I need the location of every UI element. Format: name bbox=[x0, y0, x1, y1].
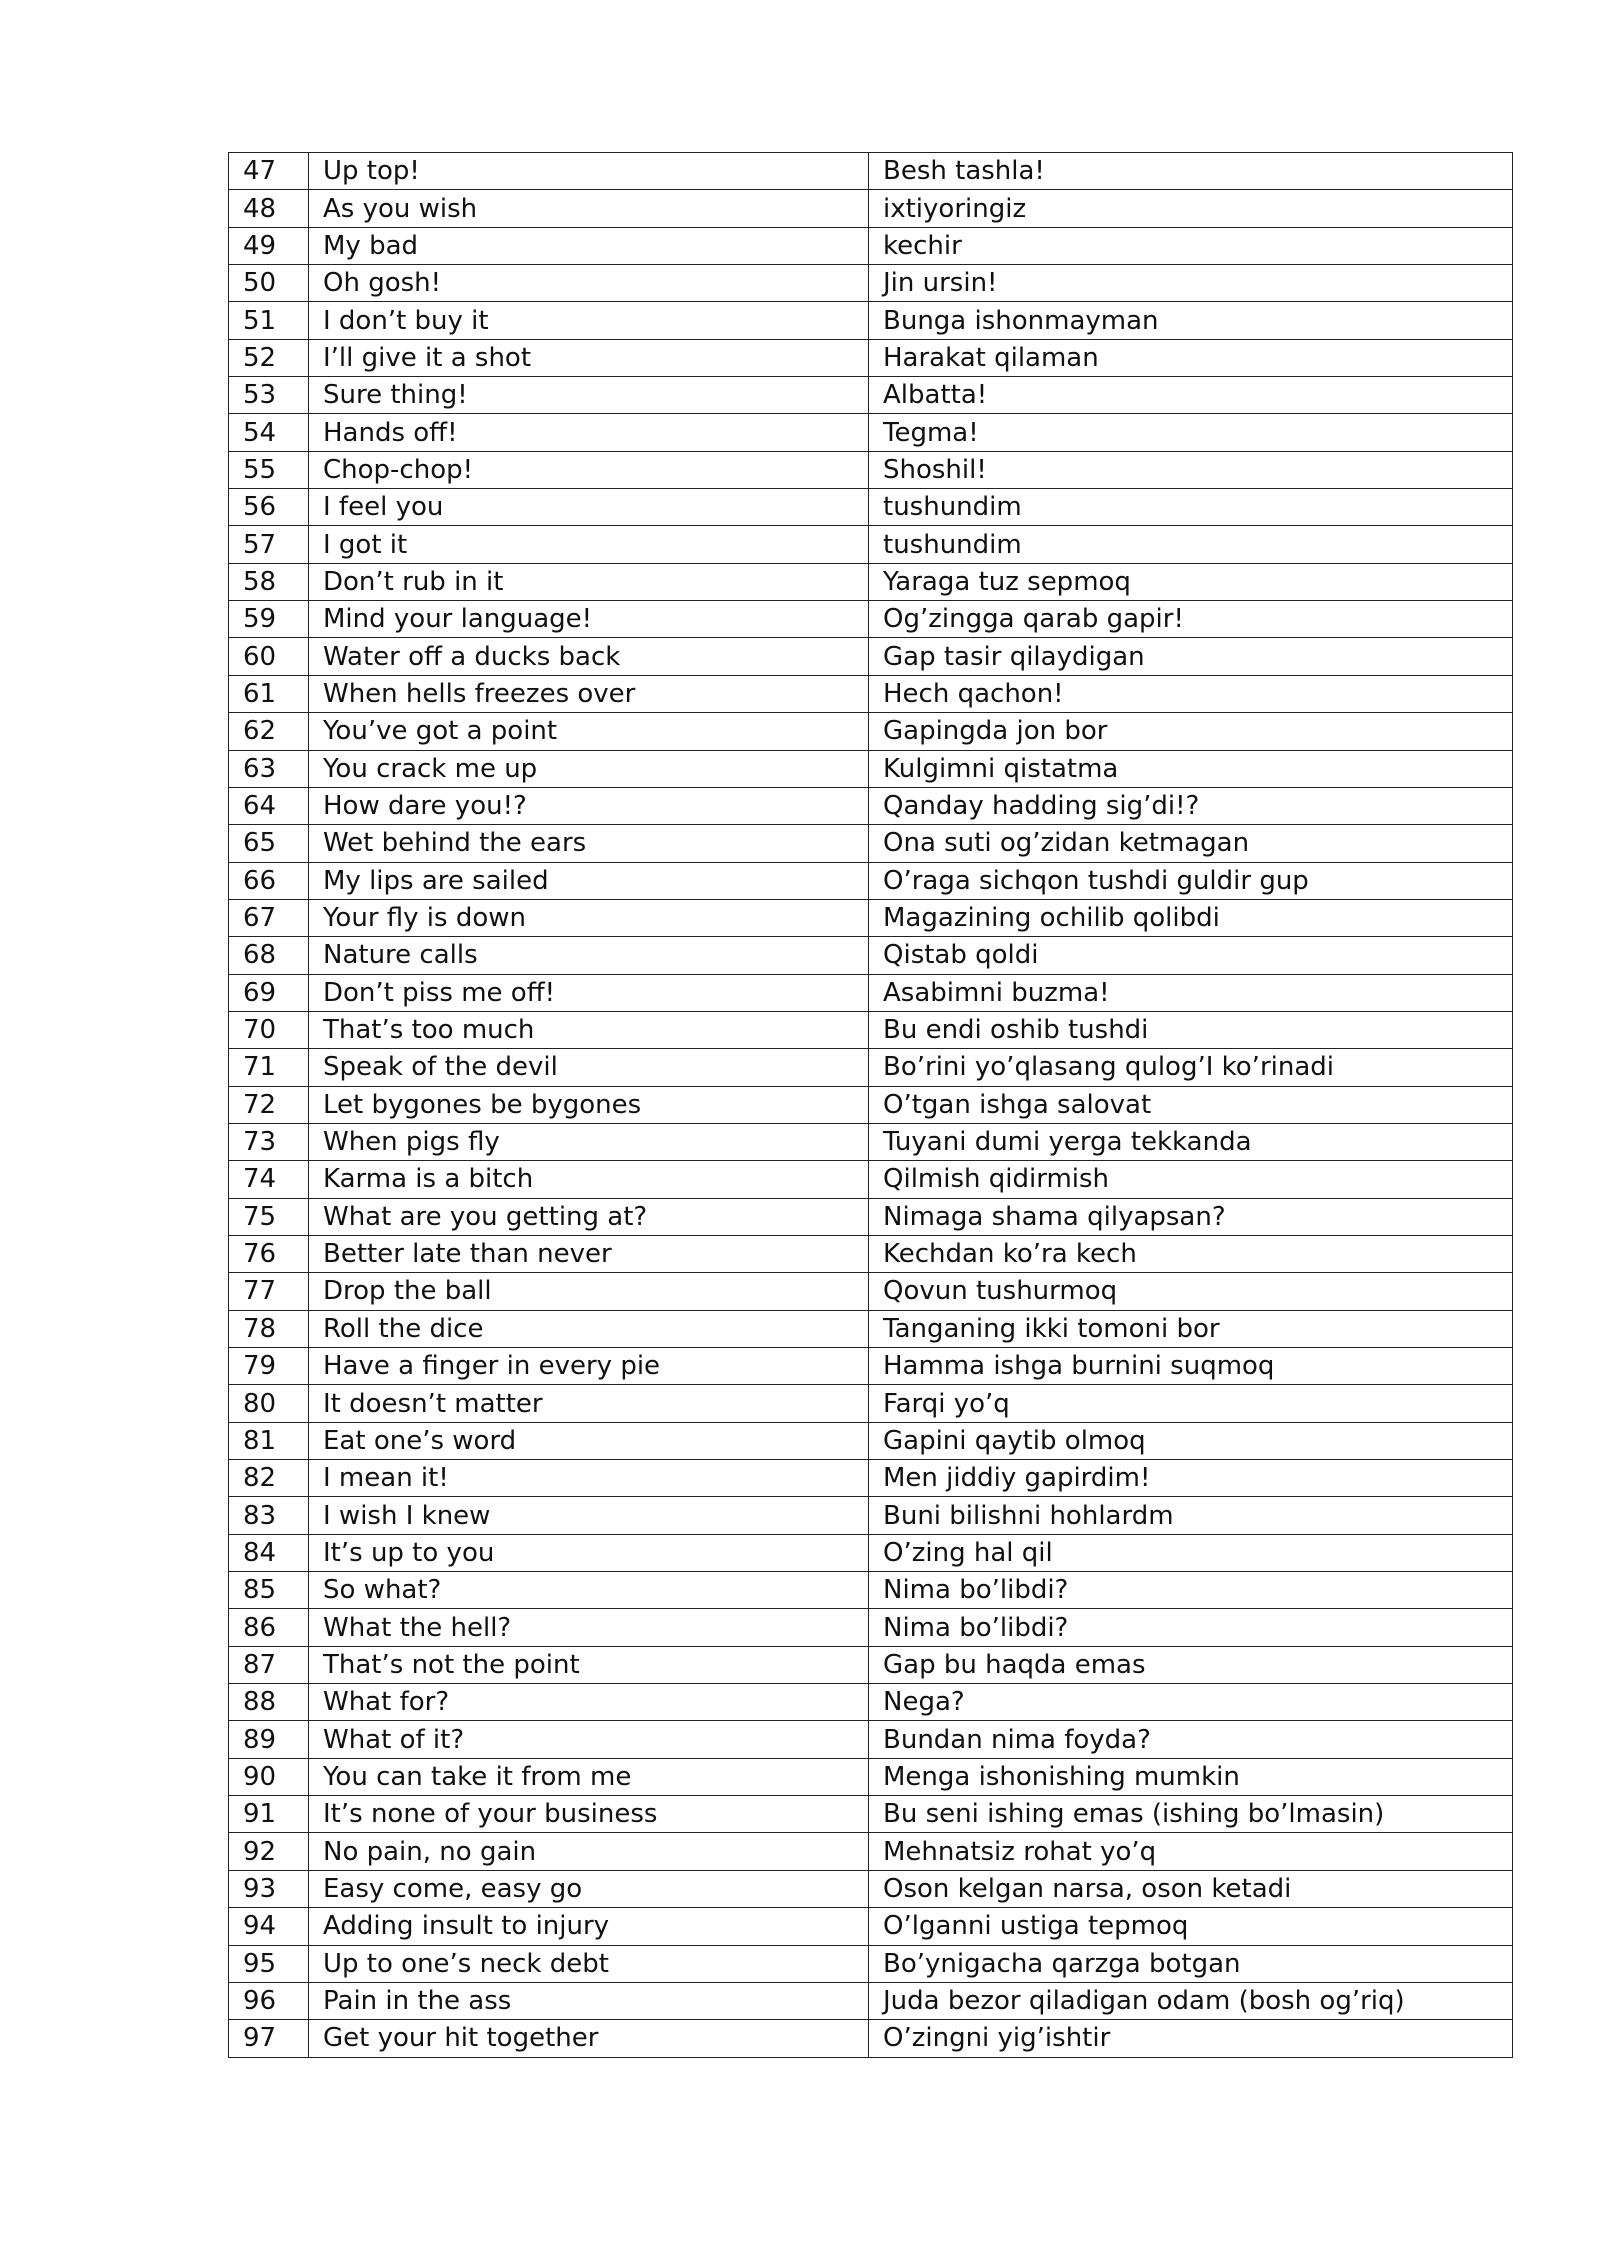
english-phrase: I feel you bbox=[309, 489, 869, 526]
uzbek-translation: Tanganing ikki tomoni bor bbox=[869, 1310, 1513, 1347]
uzbek-translation: Bu seni ishing emas (ishing bo’lmasin) bbox=[869, 1796, 1513, 1833]
uzbek-translation: Gap bu haqda emas bbox=[869, 1646, 1513, 1683]
english-phrase: No pain, no gain bbox=[309, 1833, 869, 1870]
uzbek-translation: Qilmish qidirmish bbox=[869, 1161, 1513, 1198]
uzbek-translation: Nimaga shama qilyapsan? bbox=[869, 1198, 1513, 1235]
english-phrase: Oh gosh! bbox=[309, 265, 869, 302]
uzbek-translation: Bundan nima foyda? bbox=[869, 1721, 1513, 1758]
row-number: 57 bbox=[229, 526, 309, 563]
table-row bbox=[229, 265, 1513, 302]
row-number: 78 bbox=[229, 1310, 309, 1347]
uzbek-translation: Qovun tushurmoq bbox=[869, 1273, 1513, 1310]
table-row bbox=[229, 1572, 1513, 1609]
english-phrase: Wet behind the ears bbox=[309, 825, 869, 862]
row-number: 65 bbox=[229, 825, 309, 862]
english-phrase: What for? bbox=[309, 1684, 869, 1721]
table-row bbox=[229, 1385, 1513, 1422]
row-number: 93 bbox=[229, 1870, 309, 1907]
english-phrase: It doesn’t matter bbox=[309, 1385, 869, 1422]
table-row bbox=[229, 526, 1513, 563]
table-row bbox=[229, 1721, 1513, 1758]
table-row bbox=[229, 638, 1513, 675]
row-number: 95 bbox=[229, 1945, 309, 1982]
table-row bbox=[229, 1534, 1513, 1571]
row-number: 89 bbox=[229, 1721, 309, 1758]
uzbek-translation: Qistab qoldi bbox=[869, 937, 1513, 974]
table-row bbox=[229, 1945, 1513, 1982]
table-row bbox=[229, 339, 1513, 376]
english-phrase: Karma is a bitch bbox=[309, 1161, 869, 1198]
row-number: 76 bbox=[229, 1235, 309, 1272]
uzbek-translation: Yaraga tuz sepmoq bbox=[869, 563, 1513, 600]
english-phrase: Mind your language! bbox=[309, 601, 869, 638]
english-phrase: I wish I knew bbox=[309, 1497, 869, 1534]
uzbek-translation: Men jiddiy gapirdim! bbox=[869, 1460, 1513, 1497]
row-number: 64 bbox=[229, 787, 309, 824]
english-phrase: Roll the dice bbox=[309, 1310, 869, 1347]
uzbek-translation: Gapingda jon bor bbox=[869, 713, 1513, 750]
row-number: 61 bbox=[229, 675, 309, 712]
row-number: 52 bbox=[229, 339, 309, 376]
uzbek-translation: Tegma! bbox=[869, 414, 1513, 451]
table-row bbox=[229, 899, 1513, 936]
row-number: 54 bbox=[229, 414, 309, 451]
table-row bbox=[229, 1235, 1513, 1272]
row-number: 49 bbox=[229, 227, 309, 264]
table-row bbox=[229, 1908, 1513, 1945]
row-number: 67 bbox=[229, 899, 309, 936]
uzbek-translation: Bunga ishonmayman bbox=[869, 302, 1513, 339]
table-row bbox=[229, 1086, 1513, 1123]
english-phrase: What the hell? bbox=[309, 1609, 869, 1646]
uzbek-translation: Nima bo’libdi? bbox=[869, 1609, 1513, 1646]
uzbek-translation: tushundim bbox=[869, 489, 1513, 526]
row-number: 72 bbox=[229, 1086, 309, 1123]
table-row bbox=[229, 1646, 1513, 1683]
table-row bbox=[229, 1161, 1513, 1198]
table-row bbox=[229, 974, 1513, 1011]
table-row bbox=[229, 451, 1513, 488]
table-row bbox=[229, 1982, 1513, 2019]
english-phrase: My lips are sailed bbox=[309, 862, 869, 899]
row-number: 63 bbox=[229, 750, 309, 787]
row-number: 55 bbox=[229, 451, 309, 488]
uzbek-translation: Bu endi oshib tushdi bbox=[869, 1011, 1513, 1048]
english-phrase: That’s too much bbox=[309, 1011, 869, 1048]
row-number: 62 bbox=[229, 713, 309, 750]
table-row bbox=[229, 2020, 1513, 2057]
row-number: 88 bbox=[229, 1684, 309, 1721]
uzbek-translation: Besh tashla! bbox=[869, 153, 1513, 190]
table-row bbox=[229, 1049, 1513, 1086]
uzbek-translation: Kechdan ko’ra kech bbox=[869, 1235, 1513, 1272]
table-row bbox=[229, 1758, 1513, 1795]
row-number: 87 bbox=[229, 1646, 309, 1683]
english-phrase: Let bygones be bygones bbox=[309, 1086, 869, 1123]
table-row bbox=[229, 1833, 1513, 1870]
uzbek-translation: Albatta! bbox=[869, 377, 1513, 414]
uzbek-translation: ixtiyoringiz bbox=[869, 190, 1513, 227]
english-phrase: I’ll give it a shot bbox=[309, 339, 869, 376]
table-row bbox=[229, 601, 1513, 638]
table-row bbox=[229, 302, 1513, 339]
uzbek-translation: Nega? bbox=[869, 1684, 1513, 1721]
uzbek-translation: kechir bbox=[869, 227, 1513, 264]
row-number: 80 bbox=[229, 1385, 309, 1422]
english-phrase: So what? bbox=[309, 1572, 869, 1609]
uzbek-translation: Nima bo’libdi? bbox=[869, 1572, 1513, 1609]
uzbek-translation: O’zingni yig’ishtir bbox=[869, 2020, 1513, 2057]
english-phrase: Get your hit together bbox=[309, 2020, 869, 2057]
row-number: 79 bbox=[229, 1348, 309, 1385]
english-phrase: When hells freezes over bbox=[309, 675, 869, 712]
row-number: 71 bbox=[229, 1049, 309, 1086]
table-row bbox=[229, 750, 1513, 787]
row-number: 96 bbox=[229, 1982, 309, 2019]
row-number: 92 bbox=[229, 1833, 309, 1870]
row-number: 84 bbox=[229, 1534, 309, 1571]
english-phrase: Chop-chop! bbox=[309, 451, 869, 488]
table-row bbox=[229, 377, 1513, 414]
uzbek-translation: Qanday hadding sig’di!? bbox=[869, 787, 1513, 824]
uzbek-translation: Ona suti og’zidan ketmagan bbox=[869, 825, 1513, 862]
english-phrase: Hands off! bbox=[309, 414, 869, 451]
uzbek-translation: O’zing hal qil bbox=[869, 1534, 1513, 1571]
table-row bbox=[229, 227, 1513, 264]
uzbek-translation: O’tgan ishga salovat bbox=[869, 1086, 1513, 1123]
row-number: 59 bbox=[229, 601, 309, 638]
uzbek-translation: Bo’rini yo’qlasang qulog’I ko’rinadi bbox=[869, 1049, 1513, 1086]
uzbek-translation: Menga ishonishing mumkin bbox=[869, 1758, 1513, 1795]
row-number: 50 bbox=[229, 265, 309, 302]
row-number: 82 bbox=[229, 1460, 309, 1497]
english-phrase: Adding insult to injury bbox=[309, 1908, 869, 1945]
english-phrase: It’s up to you bbox=[309, 1534, 869, 1571]
english-phrase: Pain in the ass bbox=[309, 1982, 869, 2019]
table-row bbox=[229, 675, 1513, 712]
table-row bbox=[229, 414, 1513, 451]
table-row bbox=[229, 1796, 1513, 1833]
uzbek-translation: Gap tasir qilaydigan bbox=[869, 638, 1513, 675]
english-phrase: When pigs fly bbox=[309, 1123, 869, 1160]
english-phrase: You’ve got a point bbox=[309, 713, 869, 750]
table-row bbox=[229, 1497, 1513, 1534]
row-number: 97 bbox=[229, 2020, 309, 2057]
english-phrase: My bad bbox=[309, 227, 869, 264]
table-row bbox=[229, 563, 1513, 600]
english-phrase: I don’t buy it bbox=[309, 302, 869, 339]
row-number: 66 bbox=[229, 862, 309, 899]
english-phrase: Drop the ball bbox=[309, 1273, 869, 1310]
table-row bbox=[229, 1609, 1513, 1646]
uzbek-translation: Magazining ochilib qolibdi bbox=[869, 899, 1513, 936]
english-phrase: I got it bbox=[309, 526, 869, 563]
uzbek-translation: Shoshil! bbox=[869, 451, 1513, 488]
uzbek-translation: Mehnatsiz rohat yo’q bbox=[869, 1833, 1513, 1870]
english-phrase: You can take it from me bbox=[309, 1758, 869, 1795]
uzbek-translation: Tuyani dumi yerga tekkanda bbox=[869, 1123, 1513, 1160]
table-row bbox=[229, 1684, 1513, 1721]
phrase-table bbox=[228, 152, 1513, 2058]
table-row bbox=[229, 153, 1513, 190]
uzbek-translation: Buni bilishni hohlardm bbox=[869, 1497, 1513, 1534]
uzbek-translation: Jin ursin! bbox=[869, 265, 1513, 302]
row-number: 94 bbox=[229, 1908, 309, 1945]
row-number: 90 bbox=[229, 1758, 309, 1795]
english-phrase: Don’t rub in it bbox=[309, 563, 869, 600]
table-row bbox=[229, 1198, 1513, 1235]
english-phrase: What of it? bbox=[309, 1721, 869, 1758]
english-phrase: You crack me up bbox=[309, 750, 869, 787]
row-number: 77 bbox=[229, 1273, 309, 1310]
table-row bbox=[229, 1460, 1513, 1497]
row-number: 86 bbox=[229, 1609, 309, 1646]
uzbek-translation: tushundim bbox=[869, 526, 1513, 563]
uzbek-translation: Og’zingga qarab gapir! bbox=[869, 601, 1513, 638]
english-phrase: It’s none of your business bbox=[309, 1796, 869, 1833]
table-row bbox=[229, 1310, 1513, 1347]
row-number: 58 bbox=[229, 563, 309, 600]
uzbek-translation: Hech qachon! bbox=[869, 675, 1513, 712]
english-phrase: Your fly is down bbox=[309, 899, 869, 936]
english-phrase: Nature calls bbox=[309, 937, 869, 974]
table-row bbox=[229, 862, 1513, 899]
uzbek-translation: Oson kelgan narsa, oson ketadi bbox=[869, 1870, 1513, 1907]
table-row bbox=[229, 1870, 1513, 1907]
table-row bbox=[229, 190, 1513, 227]
table-row bbox=[229, 825, 1513, 862]
table-row bbox=[229, 787, 1513, 824]
row-number: 75 bbox=[229, 1198, 309, 1235]
uzbek-translation: Hamma ishga burnini suqmoq bbox=[869, 1348, 1513, 1385]
row-number: 68 bbox=[229, 937, 309, 974]
table-row bbox=[229, 1011, 1513, 1048]
english-phrase: Sure thing! bbox=[309, 377, 869, 414]
uzbek-translation: Asabimni buzma! bbox=[869, 974, 1513, 1011]
uzbek-translation: O’raga sichqon tushdi guldir gup bbox=[869, 862, 1513, 899]
row-number: 91 bbox=[229, 1796, 309, 1833]
english-phrase: Have a finger in every pie bbox=[309, 1348, 869, 1385]
row-number: 70 bbox=[229, 1011, 309, 1048]
english-phrase: Up to one’s neck debt bbox=[309, 1945, 869, 1982]
row-number: 47 bbox=[229, 153, 309, 190]
uzbek-translation: O’lganni ustiga tepmoq bbox=[869, 1908, 1513, 1945]
uzbek-translation: Juda bezor qiladigan odam (bosh og’riq) bbox=[869, 1982, 1513, 2019]
table-row bbox=[229, 1348, 1513, 1385]
row-number: 56 bbox=[229, 489, 309, 526]
english-phrase: Eat one’s word bbox=[309, 1422, 869, 1459]
table-row bbox=[229, 1273, 1513, 1310]
english-phrase: Speak of the devil bbox=[309, 1049, 869, 1086]
row-number: 53 bbox=[229, 377, 309, 414]
row-number: 73 bbox=[229, 1123, 309, 1160]
table-row bbox=[229, 489, 1513, 526]
english-phrase: Up top! bbox=[309, 153, 869, 190]
uzbek-translation: Farqi yo’q bbox=[869, 1385, 1513, 1422]
english-phrase: That’s not the point bbox=[309, 1646, 869, 1683]
english-phrase: Water off a ducks back bbox=[309, 638, 869, 675]
uzbek-translation: Gapini qaytib olmoq bbox=[869, 1422, 1513, 1459]
row-number: 81 bbox=[229, 1422, 309, 1459]
table-row bbox=[229, 713, 1513, 750]
english-phrase: Better late than never bbox=[309, 1235, 869, 1272]
row-number: 51 bbox=[229, 302, 309, 339]
row-number: 48 bbox=[229, 190, 309, 227]
phrase-table-body bbox=[229, 153, 1513, 2058]
english-phrase: I mean it! bbox=[309, 1460, 869, 1497]
table-row bbox=[229, 1123, 1513, 1160]
row-number: 85 bbox=[229, 1572, 309, 1609]
row-number: 60 bbox=[229, 638, 309, 675]
uzbek-translation: Kulgimni qistatma bbox=[869, 750, 1513, 787]
english-phrase: Easy come, easy go bbox=[309, 1870, 869, 1907]
uzbek-translation: Bo’ynigacha qarzga botgan bbox=[869, 1945, 1513, 1982]
uzbek-translation: Harakat qilaman bbox=[869, 339, 1513, 376]
table-row bbox=[229, 937, 1513, 974]
english-phrase: As you wish bbox=[309, 190, 869, 227]
english-phrase: Don’t piss me off! bbox=[309, 974, 869, 1011]
row-number: 83 bbox=[229, 1497, 309, 1534]
table-row bbox=[229, 1422, 1513, 1459]
row-number: 69 bbox=[229, 974, 309, 1011]
english-phrase: What are you getting at? bbox=[309, 1198, 869, 1235]
row-number: 74 bbox=[229, 1161, 309, 1198]
english-phrase: How dare you!? bbox=[309, 787, 869, 824]
